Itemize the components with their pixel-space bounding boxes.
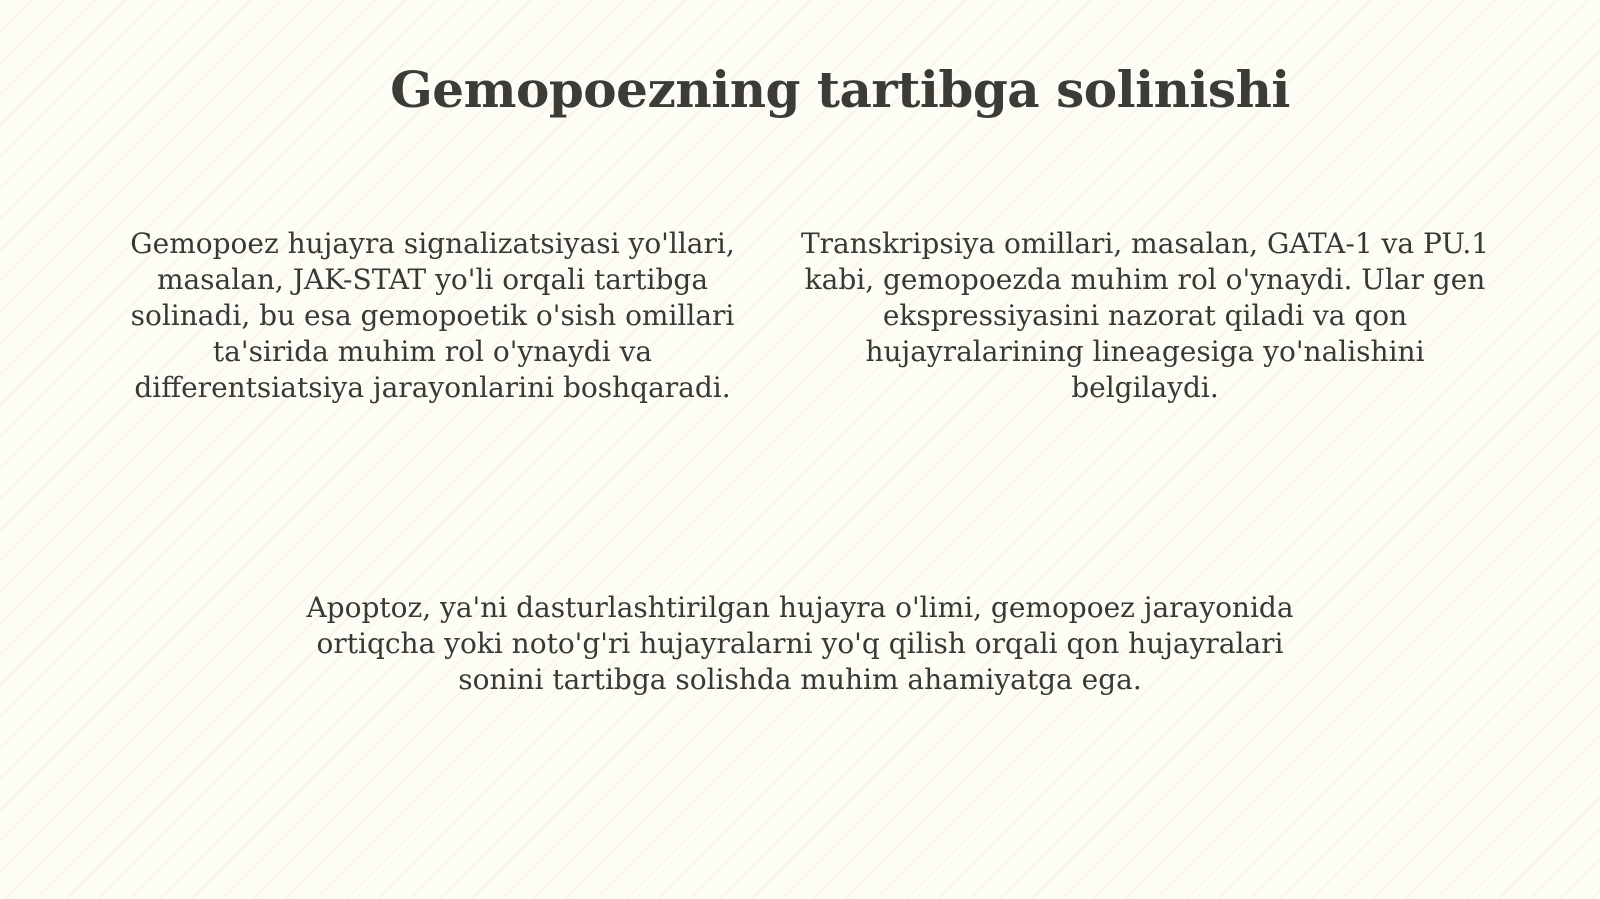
slide-title: Gemopoezning tartibga solinishi [390,60,1290,119]
paragraph-transcription-factors: Transkripsiya omillari, masalan, GATA-1 va PU.1 kabi, gemopoezda muhim rol o'ynaydi. Ular gen ekspressiyasini nazorat qiladi va qon hujayralarining lineagesiga yo'nalishini belgilaydi. [800,227,1490,404]
paragraph-signaling: Gemopoez hujayra signalizatsiyasi yo'llari, masalan, JAK-STAT yo'li orqali tartibga solinadi, bu esa gemopoetik o'sish omillari ta'sirida muhim rol o'ynaydi va differentsiatsiya jarayonlarini boshqaradi. [130,227,735,404]
paragraph-apoptosis: Apoptoz, ya'ni dasturlashtirilgan hujayra o'limi, gemopoez jarayonida ortiqcha yoki noto'g'ri hujayralarni yo'q qilish orqali qon hujayralari sonini tartibga solishda muhim ahamiyatga ega. [306,591,1294,696]
